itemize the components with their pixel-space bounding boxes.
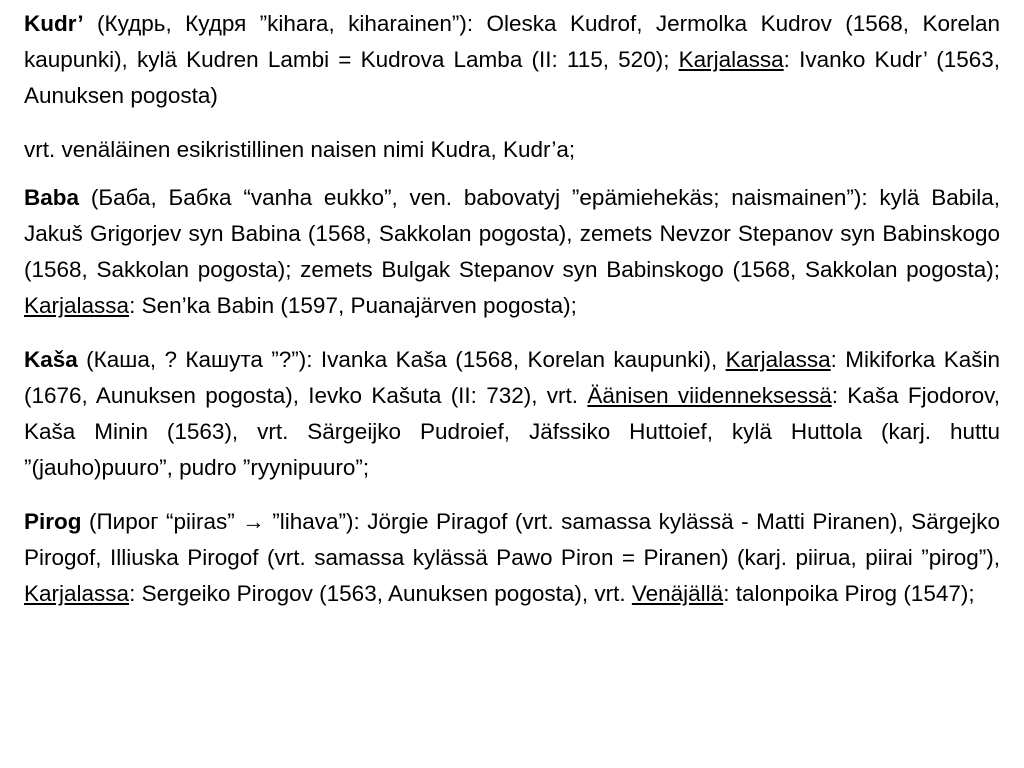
underlined-term: Äänisen viidenneksessä (587, 383, 832, 408)
entry-headword: Pirog (24, 509, 82, 534)
entry-text: : Kaša Fjodorov, Kaša Minin (1563), vrt. Särgeijko Pudroief, Jäfssiko Huttoief, kylä Huttola (karj. huttu ”(jauho)puuro”, pudro ”ryynipuuro”; (24, 383, 1000, 480)
entry-headword: Baba (24, 185, 80, 210)
entry-text: : Sen’ka Babin (1597, Puanajärven pogosta); (129, 293, 577, 318)
entry-kasa (24, 342, 1000, 486)
entry-text: : talonpoika Pirog (1547); (723, 581, 975, 606)
underlined-term: Karjalassa (725, 347, 831, 372)
underlined-term: Karjalassa (678, 47, 784, 72)
document-body (24, 6, 1000, 612)
entry-headword: Kaša (24, 347, 78, 372)
entry-text: : Ivanko Kudr’ (1563, Aunuksen pogosta) (24, 47, 1001, 108)
entry-headword: Kudr’ (24, 11, 84, 36)
entry-kudr (24, 6, 1000, 114)
entry-text: (Кудрь, Кудря ”kihara, kiharainen”): Oleska Kudrof, Jermolka Kudrov (1568, Korelan kaupunki), kylä Kudren Lambi = Kudrova Lamba (II: 115, 520); (24, 11, 1000, 72)
underlined-term: Karjalassa (24, 581, 130, 606)
entry-baba (24, 180, 1000, 324)
entry-text: (Баба, Бабка “vanha eukko”, ven. babovatyj ”epämiehekäs; naismainen”): kylä Babila, Jakuš Grigorjev syn Babina (1568, Sakkolan pogosta), zemets Nevzor Stepanov syn Babinskogo (1568, Sakkolan pogosta); zemets Bulgak Stepanov syn Babinskogo (1568, Sakkolan pogosta); (24, 185, 1000, 282)
entry-text: (Пирог “piiras” → ”lihava”): Jörgie Piragof (vrt. samassa kylässä - Matti Piranen), Särgejko Pirogof, Illiuska Pirogof (vrt. samassa kylässä Pawo Piron = Piranen) (karj. piirua, piirai ”pirog”), (24, 509, 1000, 570)
entry-text: : Sergeiko Pirogov (1563, Aunuksen pogosta), vrt. (129, 581, 632, 606)
entry-text: : Mikiforka Kašin (1676, Aunuksen pogosta), Ievko Kašuta (II: 732), vrt. (24, 347, 1000, 408)
note-kudra (24, 132, 1000, 168)
entry-text: (Каша, ? Кашута ”?”): Ivanka Kaša (1568, Korelan kaupunki), (77, 347, 726, 372)
underlined-term: Karjalassa (24, 293, 130, 318)
underlined-term: Venäjällä (631, 581, 724, 606)
entry-pirog (24, 504, 1000, 612)
note-text: vrt. venäläinen esikristillinen naisen nimi Kudra, Kudr’a; (24, 137, 576, 162)
